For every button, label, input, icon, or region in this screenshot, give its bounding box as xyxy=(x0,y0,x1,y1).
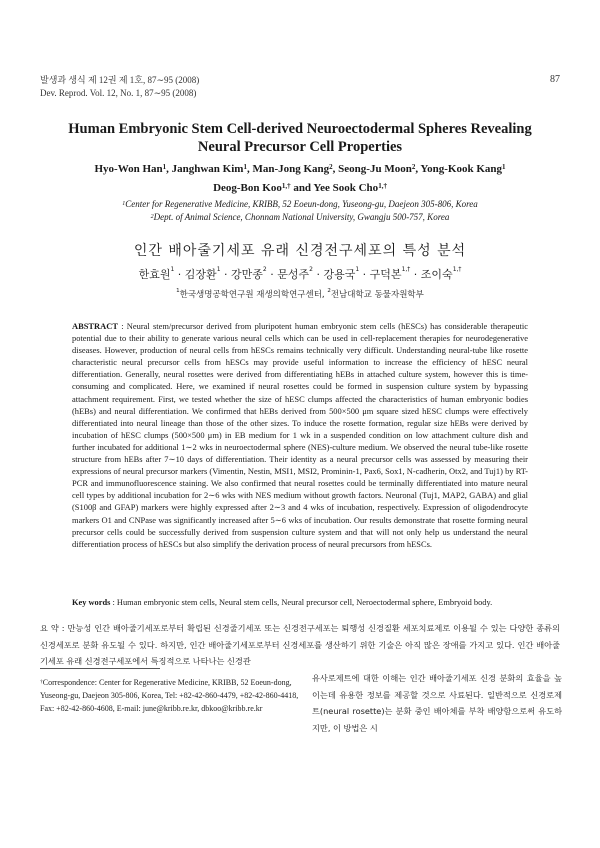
author-affiliation-mark: 1 xyxy=(355,266,360,273)
affiliation-text: Dept. of Animal Science, Chonnam National University, Gwangju 500-757, Korea xyxy=(153,212,450,222)
title-line-1: Human Embryonic Stem Cell-derived Neuroectodermal Spheres Revealing xyxy=(68,121,532,137)
author-affiliation-mark: 1 xyxy=(243,163,247,171)
author-separator: · xyxy=(220,268,232,281)
author-separator: , xyxy=(332,163,339,175)
abstract xyxy=(72,320,528,550)
page-number: 87 xyxy=(550,74,560,85)
footnote-divider xyxy=(40,668,160,669)
author-affiliation-mark: 1 xyxy=(170,266,175,273)
korean-author-name: 조이숙 xyxy=(420,268,453,281)
korean-affiliation-text: 전남대학교 동물자원학부 xyxy=(330,290,424,300)
author-line-1 xyxy=(40,160,560,179)
author-affiliation-mark: 1,† xyxy=(378,182,387,190)
author-name: Yong-Kook Kang xyxy=(420,163,503,175)
author-separator: · xyxy=(410,268,421,281)
affiliation-mark: 1 xyxy=(176,288,180,294)
keywords xyxy=(72,597,542,609)
author-affiliation-mark: 1 xyxy=(216,266,221,273)
author-affiliation-mark: 2 xyxy=(262,266,267,273)
author-name: Janghwan Kim xyxy=(171,163,244,175)
abstract-body: : Neural stem/precursor derived from pluripotent human embryonic stem cells (hESCs) has considerable therapeutic potential due to their ability to generate various neural cells which can be used in cell-replacement therapies for neurodegenerative diseases. However, production of neural cells from hESCs remains technically very difficult. Understanding neural-tube like rosette characteristic neural precursor cells from hESCs may provide useful information to increase the efficiency of hESC neural differentiation. Generally, neural rosettes were derived from differentiating hEBs in attached culture system, however this is time-consuming and complicated. Here, we examined if neural rosettes could be formed in suspension culture system by bypassing attachment requirement. First, we tested whether the size of hESC clumps affected the characteristics of human embryonic bodies (hEBs) and neural differentiation. We confirmed that hEBs derived from 500×500 μm square sized hESC clumps were effectively differentiated into neural lineage than those of the other sizes. To induce the rosette formation, regular size hEBs were derived by incubation of hESC clumps (500×500 μm) in EB medium for 1 wk in a suspended condition on low attachment culture dish and further incubated for additional 1∼2 wks in neuroectodermal sphere (NES)-culture medium. We observed the neural tube-like rosette structure from hEBs after 7∼10 days of differentiation. Their identity as a neural precursor cells was assessed by measuring their expressions of neural precursor markers (Vimentin, Nestin, MSI1, MSI2, Prominin-1, Pax6, Sox1, N-cadherin, Otx2, and Tuj1) by RT-PCR and immunofluorescence staining. We also confirmed that neural rosettes could be terminally differentiated into mature neural cell types by additional incubation for 2∼6 wks with NES medium without growth factors. Neuronal (Tuj1, MAP2, GABA) and glial (S100β and GFAP) markers were highly expressed after 2∼3 and 4 wks of incubation, respectively. Expression of oligodendrocyte markers O1 and CNPase was significantly increased after 5∼6 wks of incubation. Our results demonstrate that rosette forming neural precursor cells could be successfully derived from suspension culture system and that will not only help us understand the neural differentiation process of hESCs but also simplify the derivation process of neural precursors from hESCs. xyxy=(72,321,528,549)
korean-abstract: 요 약 : 만능성 인간 배아줄기세포로부터 확립된 신경줄기세포 또는 신경전구세포는 퇴행성 신경질환 세포치료제로 이용될 수 있는 다양한 종류의 신경세포로 분화 유도될 수 있다. 하지만, 인간 배아줄기세포로부터 신경세포를 생산하기 위한 기술은 아직 많은 장애를 가지고 있다. 인간 배아줄기세포 유래 신경전구세포에서 특징적으로 나타나는 신경관 xyxy=(40,623,560,666)
korean-affiliations xyxy=(40,288,560,300)
affiliation-text: Center for Regenerative Medicine, KRIBB, 52 Eoeun-dong, Yuseong-gu, Daejeon 305-806, Korea xyxy=(125,199,478,209)
abstract-label: ABSTRACT xyxy=(72,321,118,331)
author-separator: , xyxy=(246,163,253,175)
author-affiliation-mark: 2 xyxy=(329,163,333,171)
author-conjunction: and xyxy=(290,182,314,194)
author-affiliation-mark: 1,† xyxy=(401,266,411,273)
affiliation-2 xyxy=(40,211,560,224)
author-name: Hyo-Won Han xyxy=(94,163,163,175)
author-name: Deog-Bon Koo xyxy=(213,182,282,194)
korean-author-name: 문성주 xyxy=(277,268,310,281)
affiliation-mark: 1 xyxy=(122,201,126,207)
korean-author-name: 김장환 xyxy=(184,268,217,281)
author-affiliation-mark: 1,† xyxy=(281,182,291,190)
paper-title xyxy=(40,120,560,156)
korean-author-name: 구덕본 xyxy=(369,268,402,281)
korean-author-name: 강용국 xyxy=(323,268,356,281)
affiliation-1 xyxy=(40,198,560,211)
footnote-text: Correspondence: Center for Regenerative Medicine, KRIBB, 52 Eoeun-dong, Yuseong-gu, Daejeon 305-806, Korea, Tel: +82-42-860-4479, +82-42-860-4418, Fax: +82-42-860-4608, E-mail: june@kribb.re.kr, dbkoo@kribb.re.kr xyxy=(40,678,299,713)
journal-line-english: Dev. Reprod. Vol. 12, No. 1, 87∼95 (2008) xyxy=(40,88,197,98)
correspondence-footnote xyxy=(40,676,302,715)
author-name: Yee Sook Cho xyxy=(313,182,379,194)
affiliation-list xyxy=(40,198,560,224)
korean-author-name: 한효원 xyxy=(138,268,171,281)
korean-author-list xyxy=(40,266,560,282)
author-separator: · xyxy=(174,268,185,281)
affiliation-mark: 2 xyxy=(150,214,154,220)
footnote-mark: † xyxy=(40,679,43,685)
author-separator: · xyxy=(359,268,370,281)
author-name: Seong-Ju Moon xyxy=(338,163,412,175)
affiliation-mark: 2 xyxy=(327,288,331,294)
author-separator: , xyxy=(166,163,172,175)
author-affiliation-mark: 1,† xyxy=(452,266,462,273)
korean-title: 인간 배아줄기세포 유래 신경전구세포의 특성 분석 xyxy=(133,243,467,259)
author-affiliation-mark: 2 xyxy=(411,163,416,171)
korean-author-name: 강만종 xyxy=(231,268,263,281)
author-affiliation-mark: 1 xyxy=(502,163,506,171)
korean-body-right-column: 유사로제트에 대한 이해는 인간 배아줄기세포 신경 분화의 효율을 높이는데 유용한 정보를 제공할 것으로 사료된다. 일반적으로 신경로제트(neural rosette)는 분화 중인 배아체를 부착 배양함으로써 유도하지만, 이 방법은 시 xyxy=(312,673,562,733)
author-name: Man-Jong Kang xyxy=(252,163,330,175)
author-affiliation-mark: 2 xyxy=(309,266,313,273)
author-separator: , xyxy=(415,163,421,175)
author-separator: · xyxy=(312,268,324,281)
author-line-2 xyxy=(40,179,560,198)
author-separator: · xyxy=(266,268,278,281)
running-header xyxy=(40,74,199,100)
keywords-text: : Human embryonic stem cells, Neural stem cells, Neural precursor cell, Neroectodermal sphere, Embryoid body. xyxy=(110,598,493,607)
author-list xyxy=(40,160,560,198)
title-line-2: Neural Precursor Cell Properties xyxy=(197,139,403,155)
author-affiliation-mark: 1 xyxy=(162,163,167,171)
korean-affiliation-text: 한국생명공학연구원 재생의학연구센터, xyxy=(179,290,328,300)
keywords-label: Key words xyxy=(72,598,111,607)
journal-line-korean: 발생과 생식 제 12권 제 1호, 87∼95 (2008) xyxy=(40,75,200,85)
